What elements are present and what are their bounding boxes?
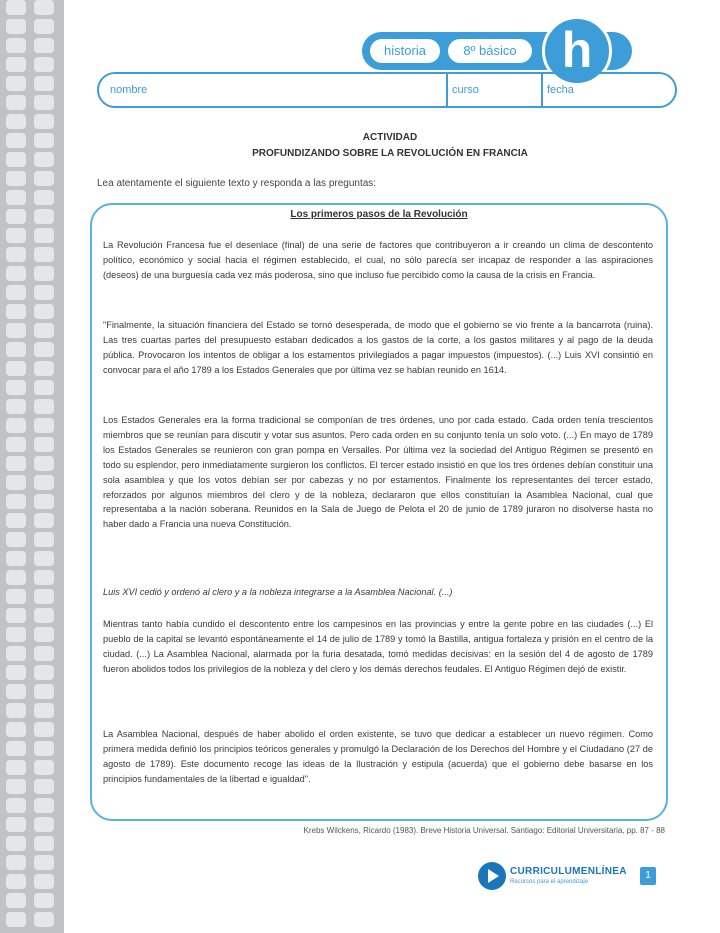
- binder-square: [34, 551, 54, 566]
- reading-paragraph: Mientras tanto había cundido el descontento entre los campesinos en las provincias y entre la gente pobre en las ciudades (...) El pueblo de la capital se levantó espontáneamente el 14 de julio de 1789 y tomó la Bastilla, antigua fortaleza y prisión en el centro de la ciudad. (...) La Asamblea Nacional, alarmada por la furia desatada, tomó medidas decisivas: en la sesión del 4 de agosto de 1789 fueron abolidos todos los privilegios de la nobleza y del clero y los demás derechos feudales. El Antiguo Régimen dejó de existir.: [103, 619, 653, 674]
- binder-square: [6, 399, 26, 414]
- binder-square: [6, 418, 26, 433]
- binder-square: [6, 114, 26, 129]
- footer-tagline: Recursos para el aprendizaje: [510, 879, 589, 885]
- binder-square: [34, 95, 54, 110]
- binder-square: [6, 646, 26, 661]
- reading-paragraph: La Asamblea Nacional, después de haber abolido el orden existente, se tuvo que dedicar a establecer un nuevo régimen. Como primera medida definió los principios teóricos generales y promulgó la Declaración de los Derechos del Hombre y el Ciudadano (27 de agosto de 1789). Este documento recoge las ideas de la Ilustración y estipula (acuerda) que el gobierno debe basarse en los principios fundamentales de la libertad e igualdad".: [103, 729, 653, 784]
- binder-square: [6, 95, 26, 110]
- binder-square: [6, 589, 26, 604]
- reading-paragraph: Luis XVI cedió y ordenó al clero y a la nobleza integrarse a la Asamblea Nacional. (...): [103, 587, 453, 597]
- binder-square: [34, 836, 54, 851]
- page-number: 1: [640, 867, 656, 885]
- binder-square: [6, 570, 26, 585]
- binder-square: [6, 76, 26, 91]
- binder-square: [6, 665, 26, 680]
- name-label: nombre: [110, 84, 148, 96]
- binder-square: [34, 171, 54, 186]
- binder-square: [34, 57, 54, 72]
- binder-square: [34, 76, 54, 91]
- binder-square: [34, 494, 54, 509]
- info-separator: [541, 74, 543, 106]
- binder-square: [6, 741, 26, 756]
- activity-title: PROFUNDIZANDO SOBRE LA REVOLUCIÓN EN FRANCIA: [252, 148, 528, 159]
- binder-square: [34, 684, 54, 699]
- source-citation: Krebs Wilckens, Ricardo (1983). Breve Historia Universal. Santiago: Editorial Universitaria, pp. 87 - 88: [303, 826, 665, 835]
- binder-square: [34, 228, 54, 243]
- reading-paragraph: Los Estados Generales era la forma tradicional se componían de tres órdenes, uno por cada estado. Cada orden tenía trescientos miembros que se reunían para discutir y votar sus asuntos. Pero cada orden en su conjunto tenía un solo voto. (...) En mayo de 1789 los Estados Generales se reunieron con gran pompa en Versalles. Por última vez la sociedad del Antiguo Régimen se presentó en todo su esplendor, pero inmediatamente surgieron los conflictos. El tercer estado insistió en que los tres órdenes debían constituir una sola asamblea y que los votos debían ser por cabezas y no por estamentos. Finalmente los representantes del tercer estado, reforzados por algunos miembros del clero y de la nobleza, declararon que ellos constituían la Asamblea Nacional, cual que representaba a la nación soberana. Reunidos en la Sala de Juego de Pelota el 20 de junio de 1789 juraron no disolverse hasta no haber dado a Francia una nueva Constitución.: [103, 415, 653, 530]
- footer-brand: CURRICULUMENLÍNEA: [510, 866, 627, 877]
- binder-square: [34, 912, 54, 927]
- instructions: Lea atentamente el siguiente texto y responda a las preguntas:: [97, 178, 377, 189]
- binder-square: [34, 304, 54, 319]
- binder-square: [34, 399, 54, 414]
- reading-paragraph: "Finalmente, la situación financiera del Estado se tornó desesperada, de modo que el gobierno se vio frente a la bancarrota (ruina). Las tres cuartas partes del presupuesto estaban dedicados a los gastos de la corte, a los gastos militares y al pago de la deuda pública. Provocaron los intentos de obligar a los estamentos privilegiados a pagar impuestos (impuestos). (...) Luis XVI consintió en convocar para el año 1789 a los Estados Generales que por última vez se habían reunido en 1614.: [103, 320, 653, 375]
- binder-square: [34, 532, 54, 547]
- binder-square: [6, 285, 26, 300]
- binder-square: [6, 760, 26, 775]
- binder-square: [34, 646, 54, 661]
- binder-square: [34, 779, 54, 794]
- binder-square: [34, 361, 54, 376]
- binder-square: [6, 722, 26, 737]
- binder-square: [6, 323, 26, 338]
- binder-square: [34, 209, 54, 224]
- grade-tag: 8º básico: [448, 39, 532, 63]
- binder-square: [6, 532, 26, 547]
- binder-square: [34, 570, 54, 585]
- binder-square: [6, 475, 26, 490]
- binder-square: [6, 342, 26, 357]
- binder-square: [34, 855, 54, 870]
- binder-square: [34, 380, 54, 395]
- binder-square: [6, 38, 26, 53]
- binder-square: [34, 38, 54, 53]
- binder-square: [6, 19, 26, 34]
- binder-square: [34, 285, 54, 300]
- binder-square: [6, 551, 26, 566]
- binder-square: [6, 627, 26, 642]
- activity-label: ACTIVIDAD: [362, 132, 418, 143]
- binder-square: [34, 114, 54, 129]
- binder-square: [34, 741, 54, 756]
- binder-square: [6, 874, 26, 889]
- binder-square: [34, 323, 54, 338]
- binder-square: [34, 798, 54, 813]
- binder-square: [6, 912, 26, 927]
- date-label: fecha: [547, 84, 574, 96]
- binder-square: [34, 665, 54, 680]
- binder-square: [34, 589, 54, 604]
- binder-square: [6, 513, 26, 528]
- binder-square: [34, 893, 54, 908]
- binder-square: [34, 627, 54, 642]
- curriculum-logo-icon: [478, 862, 506, 890]
- binder-square: [6, 779, 26, 794]
- binder-square: [6, 437, 26, 452]
- binder-square: [34, 475, 54, 490]
- binder-square: [6, 456, 26, 471]
- binder-square: [34, 190, 54, 205]
- binder-square: [34, 722, 54, 737]
- student-info-bar: [97, 72, 677, 108]
- binder-square: [34, 342, 54, 357]
- info-separator: [446, 74, 448, 106]
- binder-square: [6, 380, 26, 395]
- binder-square: [6, 893, 26, 908]
- binder-square: [34, 247, 54, 262]
- binder-square: [6, 304, 26, 319]
- binder-square: [6, 817, 26, 832]
- binder-square: [6, 0, 26, 15]
- binder-square: [34, 0, 54, 15]
- binder-square: [34, 456, 54, 471]
- binder-square: [6, 684, 26, 699]
- binder-square: [34, 513, 54, 528]
- binder-square: [6, 171, 26, 186]
- subject-tag: historia: [370, 39, 440, 63]
- reading-title: Los primeros pasos de la Revolución: [290, 209, 468, 220]
- binder-square: [6, 855, 26, 870]
- binder-square: [34, 760, 54, 775]
- binder-square: [34, 19, 54, 34]
- binder-square: [34, 266, 54, 281]
- binder-square: [34, 703, 54, 718]
- binder-square: [6, 798, 26, 813]
- binder-square: [6, 608, 26, 623]
- binder-square: [34, 817, 54, 832]
- binder-square: [6, 247, 26, 262]
- binder-square: [34, 437, 54, 452]
- reading-paragraph: La Revolución Francesa fue el desenlace (final) de una serie de factores que contribuyeron a ir creando un clima de descontento político, económico y social hacia el régimen establecido, el cual, no sólo parecía ser incapaz de responder a las aspiraciones (deseos) de una burguesía cada vez más poderosa, sino que incluso fue percibido como la causa de la crisis en Francia.: [103, 240, 653, 280]
- binder-square: [6, 836, 26, 851]
- binder-square: [6, 266, 26, 281]
- binder-square: [6, 57, 26, 72]
- binder-square: [6, 494, 26, 509]
- binder-square: [6, 190, 26, 205]
- binder-square: [6, 361, 26, 376]
- binder-square: [34, 608, 54, 623]
- h-logo-icon: h: [542, 16, 612, 86]
- binder-square: [34, 874, 54, 889]
- binder-square: [6, 703, 26, 718]
- binder-square: [6, 228, 26, 243]
- course-label: curso: [452, 84, 479, 96]
- binder-square: [34, 418, 54, 433]
- binder-square: [6, 209, 26, 224]
